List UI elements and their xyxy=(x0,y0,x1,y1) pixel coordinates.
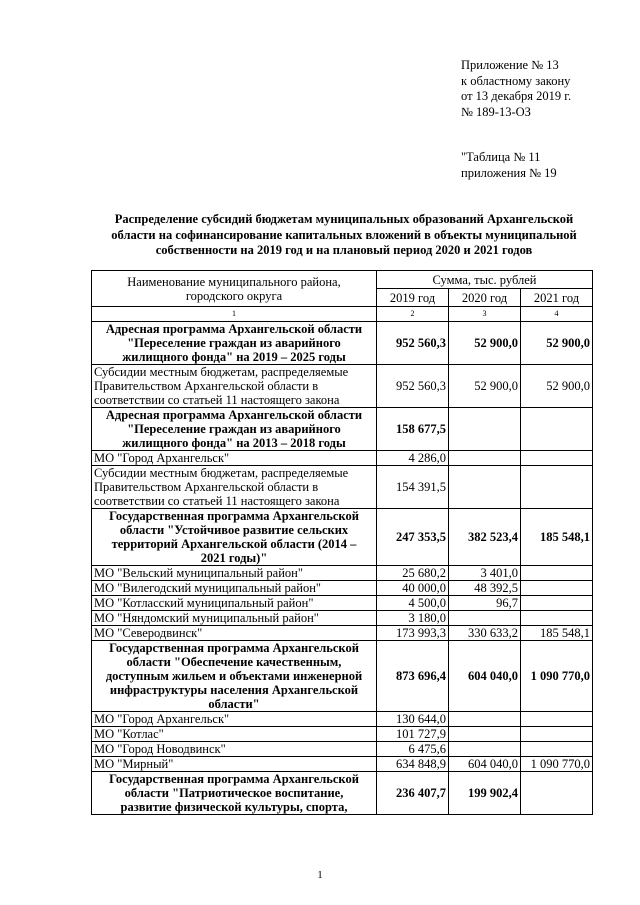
row-name-line: Правительством Архангельской области в xyxy=(94,379,319,393)
appendix-line: № 189-13-ОЗ xyxy=(461,104,531,119)
row-value-2021 xyxy=(521,772,593,815)
row-name-cell xyxy=(92,451,377,466)
row-value-2020 xyxy=(449,611,521,626)
table-row xyxy=(92,509,593,566)
row-name-line: МО "Город Новодвинск" xyxy=(94,742,226,756)
row-name-line: соответствии со статьей 11 настоящего закона xyxy=(94,393,340,407)
row-value-2020: 604 040,0 xyxy=(449,641,521,712)
table-row xyxy=(92,641,593,712)
row-value-2021 xyxy=(521,466,593,509)
row-value-2021 xyxy=(521,451,593,466)
row-name-cell xyxy=(92,611,377,626)
row-value-2021 xyxy=(521,581,593,596)
row-name-line: Субсидии местным бюджетам, распределяемые xyxy=(94,466,349,480)
row-value-2019: 6 475,6 xyxy=(377,742,449,757)
row-value-2019: 247 353,5 xyxy=(377,509,449,566)
column-number: 3 xyxy=(449,307,521,322)
row-name-line: доступным жильем и объектами инженерной xyxy=(105,669,363,683)
row-name-cell xyxy=(92,466,377,509)
row-value-2020 xyxy=(449,727,521,742)
table-row xyxy=(92,566,593,581)
row-value-2021 xyxy=(521,611,593,626)
row-name-line: соответствии со статьей 11 настоящего закона xyxy=(94,494,340,508)
row-value-2020: 382 523,4 xyxy=(449,509,521,566)
row-name-cell xyxy=(92,509,377,566)
row-name-line: Государственная программа Архангельской xyxy=(109,509,359,523)
row-name-line: области "Патриотическое воспитание, xyxy=(124,786,344,800)
table-row xyxy=(92,742,593,757)
header-year-2019: 2019 год xyxy=(377,289,449,307)
row-name-line: МО "Город Архангельск" xyxy=(94,451,230,465)
header-name-line: Наименование муниципального района, xyxy=(127,274,341,289)
row-value-2020 xyxy=(449,742,521,757)
title-line: Распределение субсидий бюджетам муниципальных образований Архангельской xyxy=(114,212,574,226)
row-name-cell xyxy=(92,408,377,451)
row-name-line: жилищного фонда" на 2013 – 2018 годы xyxy=(122,436,346,450)
row-value-2021 xyxy=(521,566,593,581)
row-value-2020: 48 392,5 xyxy=(449,581,521,596)
table-row xyxy=(92,757,593,772)
row-value-2021 xyxy=(521,712,593,727)
column-number: 4 xyxy=(521,307,593,322)
table-reference-line: "Таблица № 11 xyxy=(461,150,541,164)
row-name-line: Адресная программа Архангельской области xyxy=(105,408,363,422)
row-name-cell xyxy=(92,596,377,611)
table-row xyxy=(92,365,593,408)
row-value-2019: 634 848,9 xyxy=(377,757,449,772)
row-value-2019: 25 680,2 xyxy=(377,566,449,581)
row-value-2021 xyxy=(521,727,593,742)
row-value-2019: 101 727,9 xyxy=(377,727,449,742)
row-name-line: области" xyxy=(208,697,260,711)
table-body xyxy=(92,322,593,815)
row-name-cell xyxy=(92,757,377,772)
column-number: 2 xyxy=(377,307,449,322)
row-value-2020: 199 902,4 xyxy=(449,772,521,815)
row-name-cell xyxy=(92,322,377,365)
row-name-line: области "Обеспечение качественным, xyxy=(126,655,342,669)
row-value-2020: 330 633,2 xyxy=(449,626,521,641)
row-name-cell xyxy=(92,712,377,727)
table-row xyxy=(92,611,593,626)
row-value-2020: 96,7 xyxy=(449,596,521,611)
row-name-line: Адресная программа Архангельской области xyxy=(105,322,363,336)
row-value-2019: 173 993,3 xyxy=(377,626,449,641)
row-value-2020: 604 040,0 xyxy=(449,757,521,772)
row-value-2021: 185 548,1 xyxy=(521,509,593,566)
row-value-2019: 4 286,0 xyxy=(377,451,449,466)
row-value-2021: 52 900,0 xyxy=(521,365,593,408)
row-value-2021 xyxy=(521,596,593,611)
table-row xyxy=(92,408,593,451)
row-value-2019: 158 677,5 xyxy=(377,408,449,451)
row-name-line: МО "Вельский муниципальный район" xyxy=(94,566,303,580)
row-name-line: Субсидии местным бюджетам, распределяемые xyxy=(94,365,349,379)
row-name-line: 2021 годы)" xyxy=(200,551,268,565)
row-value-2019: 952 560,3 xyxy=(377,322,449,365)
row-name-cell xyxy=(92,581,377,596)
column-numbers-row xyxy=(92,307,593,322)
row-name-cell xyxy=(92,566,377,581)
row-value-2021: 1 090 770,0 xyxy=(521,641,593,712)
row-name-cell xyxy=(92,772,377,815)
page-number: 1 xyxy=(317,869,323,881)
row-value-2021: 1 090 770,0 xyxy=(521,757,593,772)
table-row xyxy=(92,626,593,641)
row-name-line: МО "Город Архангельск" xyxy=(94,712,230,726)
row-value-2019: 4 500,0 xyxy=(377,596,449,611)
row-name-line: территорий Архангельской области (2014 – xyxy=(111,537,357,551)
row-value-2021: 52 900,0 xyxy=(521,322,593,365)
table-row xyxy=(92,322,593,365)
row-name-line: развитие физической культуры, спорта, xyxy=(120,800,348,814)
table-row xyxy=(92,772,593,815)
row-name-cell xyxy=(92,742,377,757)
row-name-cell xyxy=(92,626,377,641)
row-value-2020 xyxy=(449,451,521,466)
table-row xyxy=(92,596,593,611)
row-name-cell xyxy=(92,365,377,408)
appendix-line: Приложение № 13 xyxy=(461,58,559,72)
table-reference xyxy=(461,150,557,181)
row-name-line: МО "Мирный" xyxy=(94,757,174,771)
row-name-line: МО "Северодвинск" xyxy=(94,626,203,640)
row-name-line: Государственная программа Архангельской xyxy=(109,772,359,786)
row-name-line: области "Устойчивое развитие сельских xyxy=(119,523,349,537)
row-name-line: жилищного фонда" на 2019 – 2025 годы xyxy=(122,350,346,364)
appendix-reference xyxy=(461,58,571,120)
table-row xyxy=(92,727,593,742)
row-value-2019: 236 407,7 xyxy=(377,772,449,815)
table-reference-line: приложения № 19 xyxy=(461,165,557,180)
title-line: собственности на 2019 год и на плановый период 2020 и 2021 годов xyxy=(155,243,533,257)
row-value-2020: 52 900,0 xyxy=(449,365,521,408)
row-value-2020 xyxy=(449,466,521,509)
table-row xyxy=(92,581,593,596)
header-year-2020: 2020 год xyxy=(449,289,521,307)
row-value-2019: 40 000,0 xyxy=(377,581,449,596)
header-sum-label: Сумма, тыс. рублей xyxy=(377,271,593,289)
row-value-2021 xyxy=(521,408,593,451)
row-name-line: Государственная программа Архангельской xyxy=(109,641,359,655)
row-value-2020: 52 900,0 xyxy=(449,322,521,365)
row-name-line: Правительством Архангельской области в xyxy=(94,480,319,494)
subsidy-distribution-table xyxy=(91,270,593,815)
row-value-2019: 3 180,0 xyxy=(377,611,449,626)
row-name-cell xyxy=(92,641,377,712)
row-name-line: инфраструктуры населения Архангельской xyxy=(109,683,359,697)
row-name-line: МО "Котласский муниципальный район" xyxy=(94,596,314,610)
row-value-2019: 130 644,0 xyxy=(377,712,449,727)
row-name-line: МО "Котлас" xyxy=(94,727,164,741)
header-name-cell xyxy=(92,271,377,307)
appendix-line: от 13 декабря 2019 г. xyxy=(461,89,572,103)
header-row xyxy=(92,271,593,289)
row-value-2021 xyxy=(521,742,593,757)
row-value-2019: 952 560,3 xyxy=(377,365,449,408)
table-row xyxy=(92,451,593,466)
appendix-line: к областному закону xyxy=(461,73,571,88)
row-name-line: "Переселение граждан из аварийного xyxy=(127,336,341,350)
row-value-2020: 3 401,0 xyxy=(449,566,521,581)
row-value-2021: 185 548,1 xyxy=(521,626,593,641)
header-year-2021: 2021 год xyxy=(521,289,593,307)
row-name-line: МО "Няндомский муниципальный район" xyxy=(94,611,319,625)
row-value-2020 xyxy=(449,408,521,451)
row-name-line: МО "Вилегодский муниципальный район" xyxy=(94,581,322,595)
row-name-line: "Переселение граждан из аварийного xyxy=(127,422,341,436)
row-value-2020 xyxy=(449,712,521,727)
table-row xyxy=(92,466,593,509)
row-value-2019: 154 391,5 xyxy=(377,466,449,509)
title-line: области на софинансирование капитальных вложений в объекты муниципальной xyxy=(111,227,577,242)
table-row xyxy=(92,712,593,727)
header-name-line: городского округа xyxy=(185,288,283,303)
column-number: 1 xyxy=(92,307,377,322)
document-title xyxy=(92,212,596,259)
row-name-cell xyxy=(92,727,377,742)
row-value-2019: 873 696,4 xyxy=(377,641,449,712)
